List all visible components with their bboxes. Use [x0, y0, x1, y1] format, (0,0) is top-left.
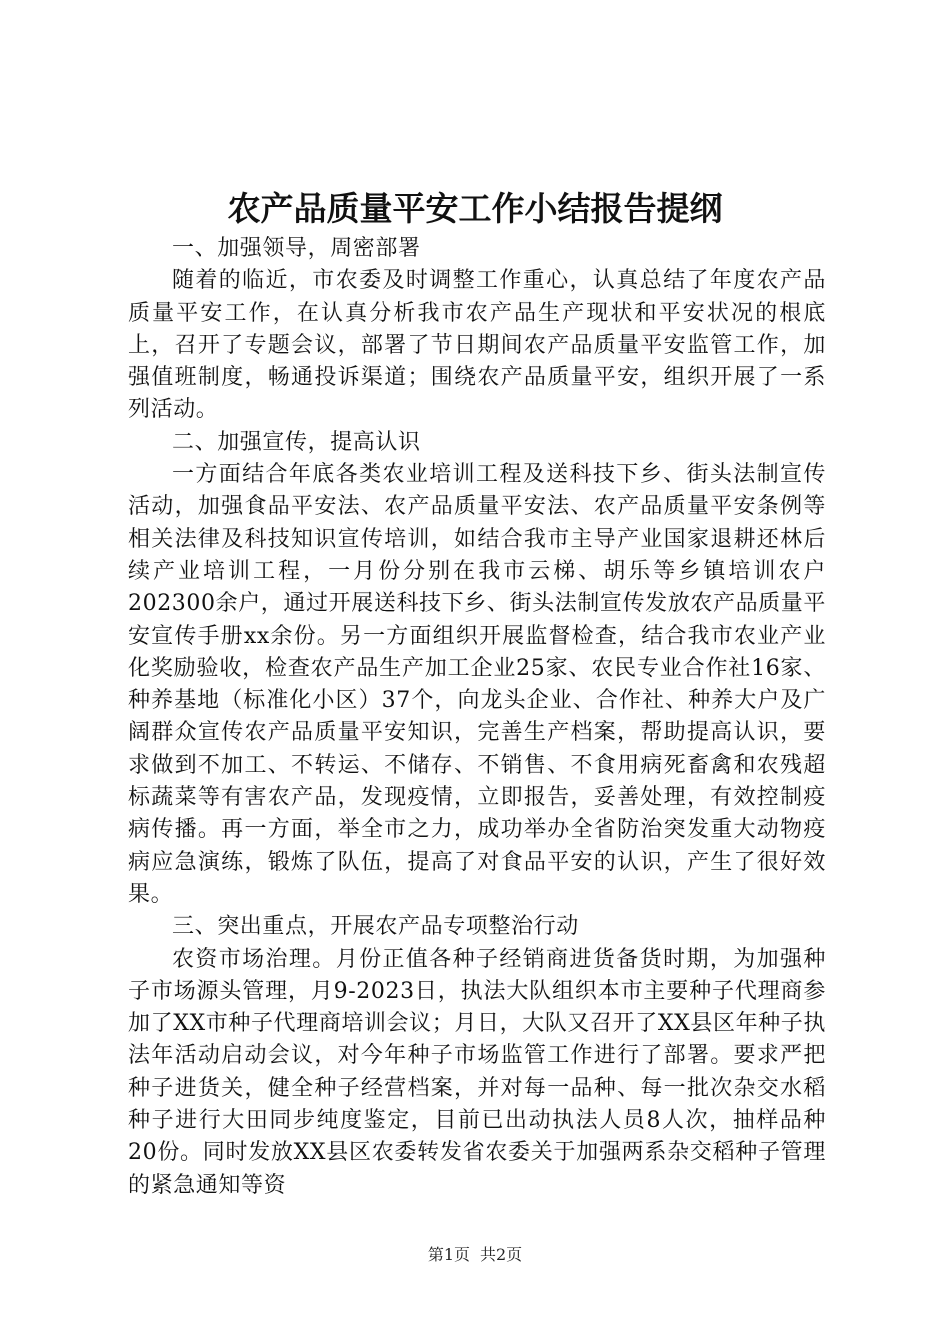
section-heading: 三、突出重点，开展农产品专项整治行动: [172, 914, 579, 940]
page-number: 第1页: [427, 1245, 470, 1264]
document-title: 农产品质量平安工作小结报告提纲: [227, 189, 723, 228]
section-paragraph: 一方面结合年底各类农业培训工程及送科技下乡、街头法制宣传活动，加强食品平安法、农产品质量平安法、农产品质量平安条例等相关法律及科技知识宣传培训，如结合我市主导产业国家退耕还林后续产业培训工程，一月份分别在我市云梯、胡乐等乡镇培训农户202300余户，通过开展送科技下乡、街头法制宣传发放农产品质量平安宣传手册xx余份。另一方面组织开展监督检查，结合我市农业产业化奖励验收，检查农产品生产加工企业25家、农民专业合作社16家、种养基地（标准化小区）37个，向龙头企业、合作社、种养大户及广阔群众宣传农产品质量平安知识，完善生产档案，帮助提高认识，要求做到不加工、不转运、不储存、不销售、不食用病死畜禽和农残超标蔬菜等有害农产品，发现疫情，立即报告，妥善处理，有效控制疫病传播。再一方面，举全市之力，成功举办全省防治突发重大动物疫病应急演练，锻炼了队伍，提高了对食品平安的认识，产生了很好效果。: [128, 462, 826, 907]
section-paragraph: 随着的临近，市农委及时调整工作重心，认真总结了年度农产品质量平安工作，在认真分析我市农产品生产现状和平安状况的根底上，召开了专题会议，部署了节日期间农产品质量平安监管工作，加强值班制度，畅通投诉渠道；围绕农产品质量平安，组织开展了一系列活动。: [128, 268, 826, 423]
section-heading: 一、加强领导，周密部署: [172, 236, 421, 261]
page-total: 共2页: [480, 1245, 523, 1264]
section-paragraph: 农资市场治理。月份正值各种子经销商进货备货时期，为加强种子市场源头管理，月9-2023日，执法大队组织本市主要种子代理商参加了XX市种子代理商培训会议；月日，大队又召开了XX县区年种子执法年活动启动会议，对今年种子市场监管工作进行了部署。要求严把种子进货关，健全种子经营档案，并对每一品种、每一批次杂交水稻种子进行大田同步纯度鉴定，目前已出动执法人员8人次，抽样品种20份。同时发放XX县区农委转发省农委关于加强两系杂交稻种子管理的紧急通知等资: [128, 946, 826, 1198]
page-footer: [0, 1245, 950, 1265]
document-body: [128, 233, 826, 1202]
section-heading: 二、加强宣传，提高认识: [172, 429, 421, 455]
